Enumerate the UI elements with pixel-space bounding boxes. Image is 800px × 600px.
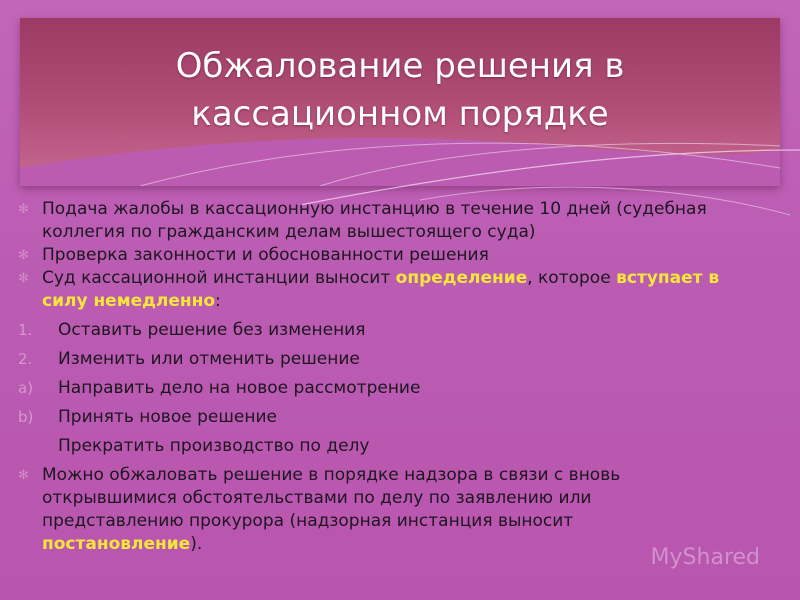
highlight-resolution: постановление (42, 534, 191, 554)
bullet-text: : (215, 291, 221, 311)
option-item (18, 348, 738, 371)
highlight-immediate-effect: вступает в силу немедленно (42, 268, 720, 311)
bullet-text-pre: Проверка законности (42, 245, 237, 265)
watermark-logo: MyShared (650, 545, 760, 570)
option-item (18, 406, 738, 429)
bullet-icon: ✻ (18, 468, 29, 483)
bullet-cassation-ruling (18, 267, 738, 313)
title-line-1: Обжалование решения в (175, 46, 625, 86)
option-text: Принять новое решение (58, 407, 277, 427)
bullet-text-post: в кассационную инстанцию в течение 10 дней (судебная коллегия по гражданским делам вышестоящего суда) (42, 199, 707, 242)
option-marker: 1. (18, 321, 33, 339)
option-item (18, 435, 738, 458)
option-text: Прекратить производство по делу (58, 436, 370, 456)
bullet-legality-check (18, 244, 738, 267)
bullet-icon: ✻ (18, 248, 29, 263)
page-title (20, 42, 780, 138)
option-text: Оставить решение без изменения (58, 320, 366, 340)
bullet-icon: ✻ (18, 271, 29, 286)
bullet-text-end: ). (190, 534, 203, 554)
option-text: Направить дело на новое рассмотрение (58, 378, 421, 398)
title-banner (20, 18, 780, 186)
highlight-determination: определение (395, 268, 528, 288)
option-item (18, 377, 738, 400)
option-text: Изменить или отменить решение (58, 349, 360, 369)
bullet-text: , которое (527, 268, 617, 288)
option-marker: а) (18, 379, 34, 397)
bullet-icon: ✻ (18, 202, 29, 217)
option-item (18, 319, 738, 342)
option-marker: 2. (18, 350, 33, 368)
bullet-text-post: и обоснованности решения (236, 245, 489, 265)
title-line-2: кассационном порядке (191, 94, 609, 134)
bullet-text-pre: Подача жалобы (42, 199, 185, 219)
bullet-text: Суд кассационной инстанции выносит (42, 268, 396, 288)
bullet-supervisory-appeal (18, 464, 738, 556)
bullet-appeal-filing (18, 198, 738, 244)
bullet-text: Можно обжаловать решение в порядке надзора в связи с вновь открывшимися обстоятельствами по делу по заявлению или представлению прокурора (надзорная инстанция выносит (42, 465, 621, 531)
slide-content (18, 198, 738, 556)
option-marker: b) (18, 408, 34, 426)
